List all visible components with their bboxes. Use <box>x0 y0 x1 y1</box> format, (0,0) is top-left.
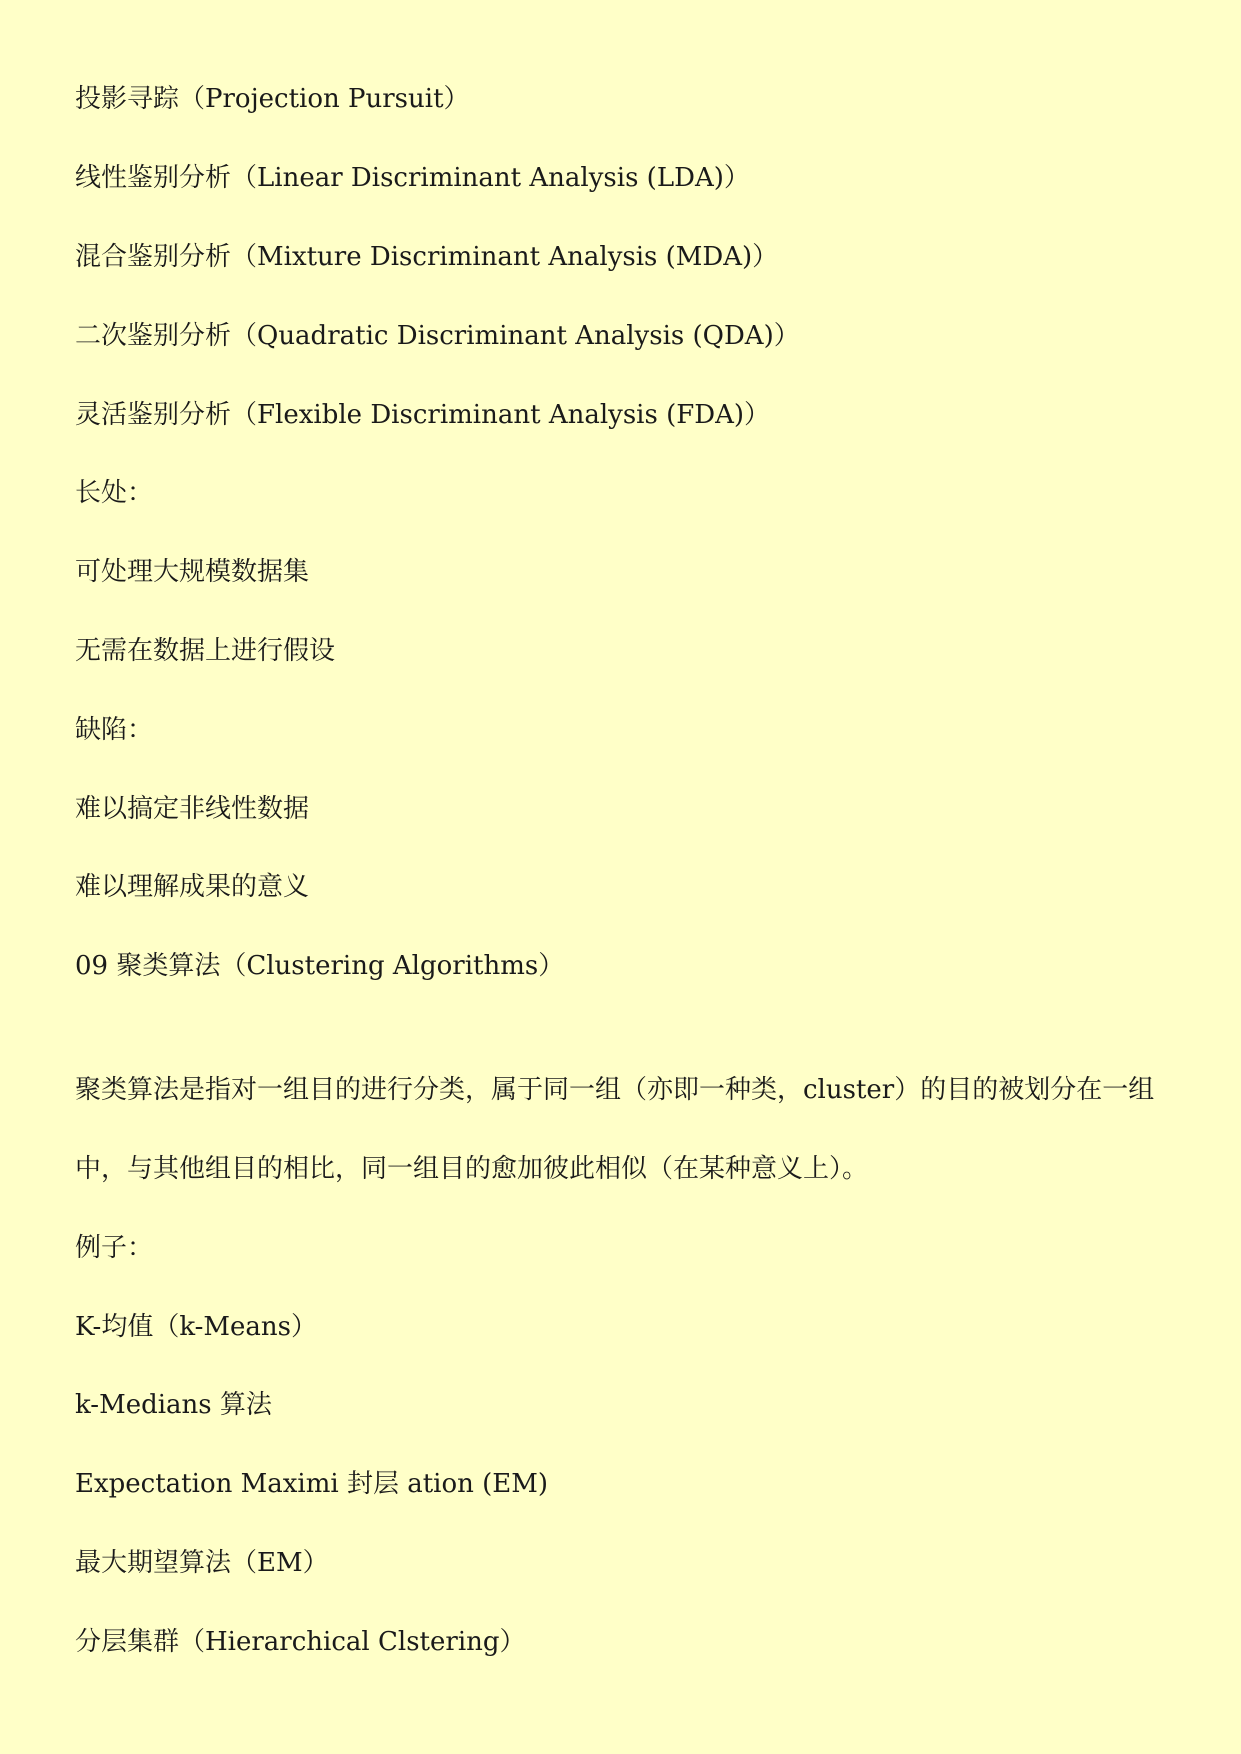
advantage-item-large-datasets: 可处理大规模数据集 <box>75 557 310 587</box>
example-item-hierarchical-clustering: 分层集群（Hierarchical Clstering） <box>75 1627 526 1657</box>
advantages-heading: 长处： <box>75 478 154 508</box>
disadvantage-item-nonlinear: 难以搞定非线性数据 <box>75 794 310 824</box>
example-item-expectation-maximization: Expectation Maximi 封层 ation (EM) <box>75 1469 549 1499</box>
disadvantages-heading: 缺陷： <box>75 715 154 745</box>
example-item-em: 最大期望算法（EM） <box>75 1548 329 1578</box>
text-line-projection-pursuit: 投影寻踪（Projection Pursuit） <box>75 84 470 114</box>
section-heading-clustering: 09 聚类算法（Clustering Algorithms） <box>75 951 565 981</box>
examples-heading: 例子： <box>75 1233 154 1263</box>
disadvantage-item-interpretation: 难以理解成果的意义 <box>75 872 310 902</box>
text-line-fda: 灵活鉴别分析（Flexible Discriminant Analysis (FDA)） <box>75 400 771 430</box>
text-line-qda: 二次鉴别分析（Quadratic Discriminant Analysis (QDA)） <box>75 321 800 351</box>
advantage-item-no-assumptions: 无需在数据上进行假设 <box>75 636 336 666</box>
example-item-k-medians: k-Medians 算法 <box>75 1390 272 1420</box>
text-line-mda: 混合鉴别分析（Mixture Discriminant Analysis (MDA)） <box>75 242 779 272</box>
text-line-lda: 线性鉴别分析（Linear Discriminant Analysis (LDA)） <box>75 163 750 193</box>
clustering-description-paragraph: 聚类算法是指对一组目的进行分类，属于同一组（亦即一种类，cluster）的目的被划分在一组中，与其他组目的相比，同一组目的愈加彼此相似（在某种意义上）。 <box>75 1075 1155 1184</box>
example-item-k-means: K-均值（k-Means） <box>75 1312 317 1342</box>
